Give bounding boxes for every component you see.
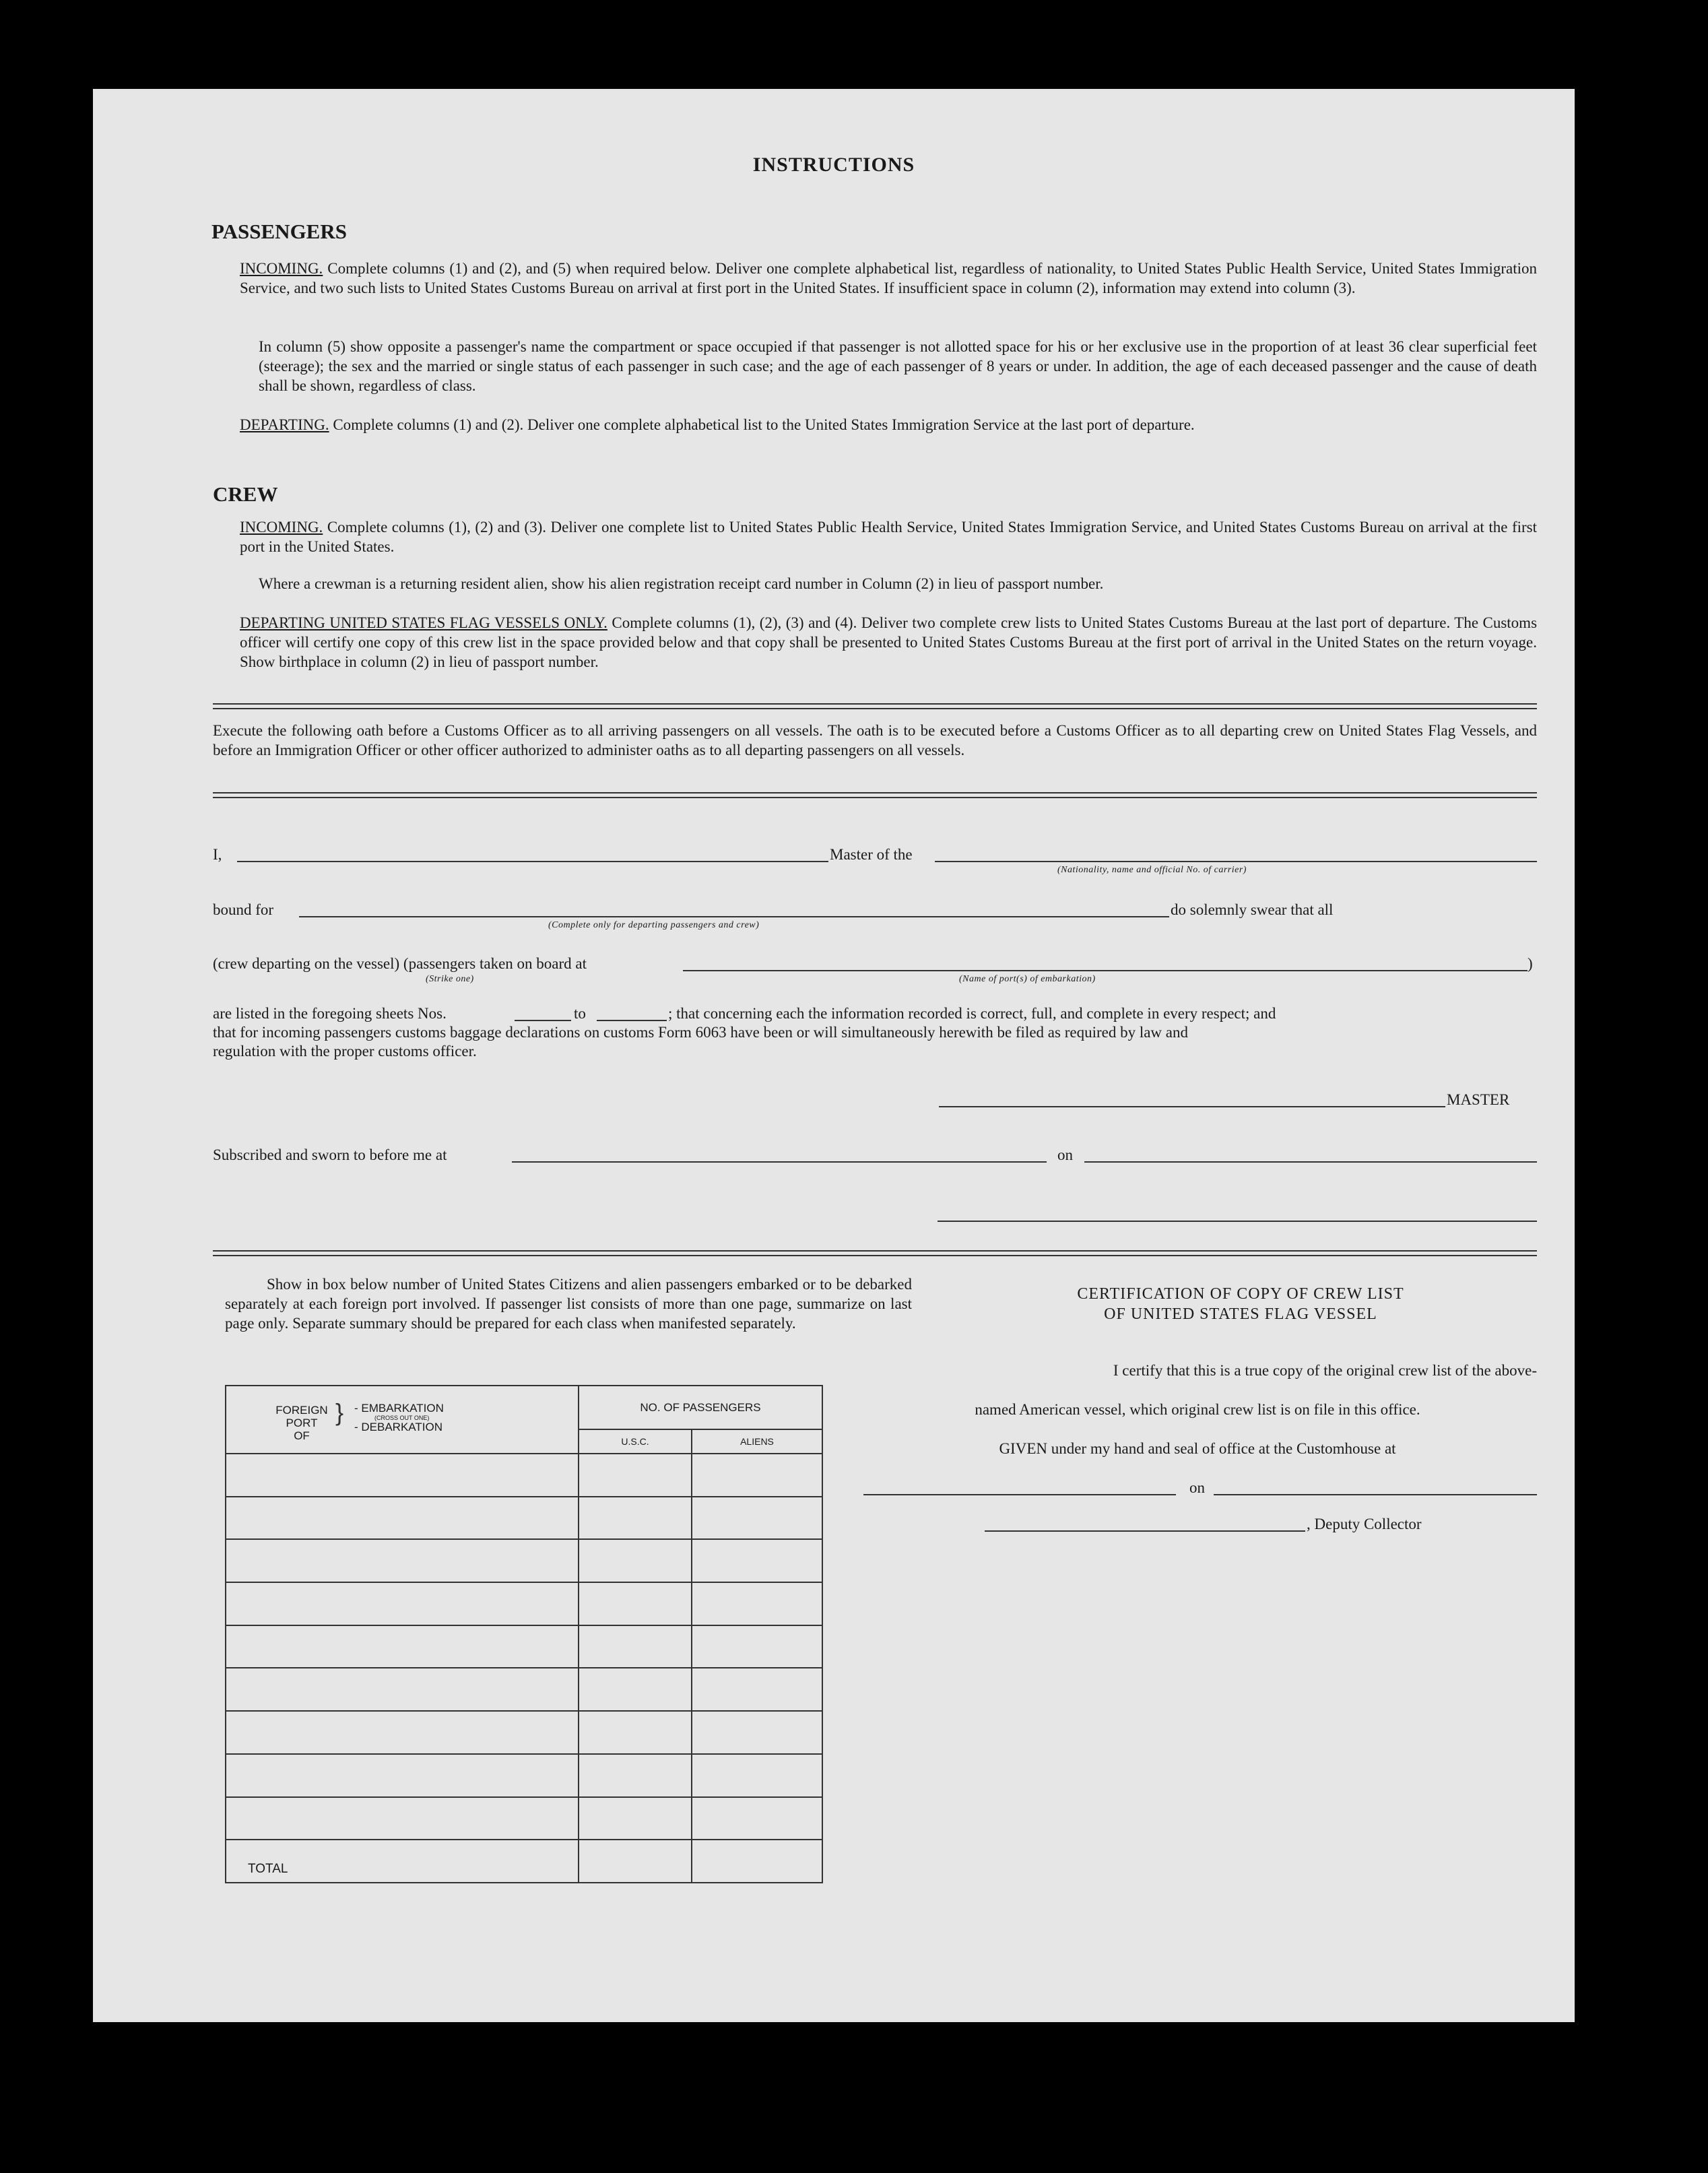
usc-cell[interactable] xyxy=(579,1454,692,1497)
usc-cell[interactable] xyxy=(579,1754,692,1797)
deputy-collector-label: , Deputy Collector xyxy=(1307,1516,1422,1532)
embarkation-port-hint: (Name of port(s) of embarkation) xyxy=(959,974,1096,984)
passengers-incoming-text: Complete columns (1) and (2), and (5) when required below. Deliver one complete alphabetical list, regardless of nationality, to United States Public Health Service, United States Immigration Service, and two such lists to United States Customs Bureau on arrival at first port in the United States. If insufficient space in column (2), information may extend into column (3). xyxy=(240,260,1538,296)
aliens-cell[interactable] xyxy=(692,1454,822,1497)
table-row xyxy=(226,1539,822,1582)
certification-on-label: on xyxy=(1189,1479,1205,1496)
usc-total-cell[interactable] xyxy=(579,1840,692,1883)
port-cell[interactable] xyxy=(226,1454,579,1497)
aliens-cell[interactable] xyxy=(692,1539,822,1582)
passengers-incoming xyxy=(240,259,1537,298)
passengers-heading: PASSENGERS xyxy=(211,220,347,243)
port-label: PORT xyxy=(286,1417,318,1429)
listed-text-2: ; that concerning each the information recorded is correct, full, and complete in every respect; and xyxy=(668,1005,1276,1022)
table-row xyxy=(226,1754,822,1797)
table-row xyxy=(226,1454,822,1497)
table-row xyxy=(226,1797,822,1840)
crew-departing-label: DEPARTING UNITED STATES FLAG VESSELS ONLY. xyxy=(240,614,607,631)
aliens-cell[interactable] xyxy=(692,1754,822,1797)
master-name-field[interactable] xyxy=(237,861,828,862)
port-cell[interactable] xyxy=(226,1582,579,1625)
usc-cell[interactable] xyxy=(579,1539,692,1582)
certification-line-1: I certify that this is a true copy of the original crew list of the above- xyxy=(1113,1362,1537,1379)
certification-title-line-2: OF UNITED STATES FLAG VESSEL xyxy=(1104,1305,1377,1323)
certification-date-field[interactable] xyxy=(1214,1494,1537,1495)
table-row xyxy=(226,1582,822,1625)
crew-departing-text: Complete columns (1), (2), (3) and (4). Deliver two complete crew lists to United States Customs Bureau at the last port of departure. The Customs officer will certify one copy of this crew list in the space provided below and that copy shall be presented to United States Customs Bureau at the first port of arrival in the United States on the return voyage. Show birthplace in column (2) in lieu of passport number. xyxy=(240,614,1538,670)
crew-resident: Where a crewman is a returning resident alien, show his alien registration receipt card number in Column (2) in lieu of passport number. xyxy=(259,575,1104,592)
of-label: OF xyxy=(294,1429,310,1442)
debarkation-label: - DEBARKATION xyxy=(354,1421,442,1433)
master-of-the-label: Master of the xyxy=(830,846,913,863)
certification-title-line-1: CERTIFICATION OF COPY OF CREW LIST xyxy=(1077,1285,1404,1303)
crew-incoming xyxy=(240,517,1537,556)
divider xyxy=(213,703,1537,709)
embarkation-label: - EMBARKATION xyxy=(354,1402,444,1415)
usc-header: U.S.C. xyxy=(579,1429,692,1454)
aliens-cell[interactable] xyxy=(692,1625,822,1668)
port-cell[interactable] xyxy=(226,1539,579,1582)
usc-cell[interactable] xyxy=(579,1668,692,1711)
page-title: INSTRUCTIONS xyxy=(752,154,915,176)
oath-i-label: I, xyxy=(213,846,222,863)
summary-instructions: Show in box below number of United States Citizens and alien passengers embarked or to be debarked separately at each foreign port involved. If passenger list consists of more than one page, summarize on last page only. Separate summary should be prepared for each class when manifested separately. xyxy=(225,1276,912,1332)
port-cell[interactable] xyxy=(226,1797,579,1840)
aliens-cell[interactable] xyxy=(692,1582,822,1625)
usc-cell[interactable] xyxy=(579,1582,692,1625)
aliens-total-cell[interactable] xyxy=(692,1840,822,1883)
sworn-date-field[interactable] xyxy=(1084,1161,1537,1163)
aliens-header: ALIENS xyxy=(692,1429,822,1454)
carrier-hint: (Nationality, name and official No. of carrier) xyxy=(1057,865,1247,875)
foreign-label: FOREIGN xyxy=(275,1404,328,1417)
passengers-departing-label: DEPARTING. xyxy=(240,416,329,433)
port-header-cell xyxy=(226,1386,579,1454)
destination-hint: (Complete only for departing passengers and crew) xyxy=(548,920,760,930)
port-cell[interactable] xyxy=(226,1625,579,1668)
certification-line-3: GIVEN under my hand and seal of office at the Customhouse at xyxy=(999,1440,1396,1457)
certification-title xyxy=(938,1284,1544,1324)
crew-incoming-label: INCOMING. xyxy=(240,519,323,536)
total-label: TOTAL xyxy=(226,1840,579,1883)
passengers-column5: In column (5) show opposite a passenger's name the compartment or space occupied if that passenger is not allotted space for his or her exclusive use in the proportion of at least 36 clear superficial feet (steerage); the sex and the married or single status of each passenger in such case; and the age of each passenger of 8 years or under. In addition, the age of each deceased passenger and the cause of death shall be shown, regardless of class. xyxy=(259,338,1537,394)
oath-intro: Execute the following oath before a Customs Officer as to all arriving passengers on all vessels. The oath is to be executed before a Customs Officer as to all departing crew on United States Flag Vessels, and before an Immigration Officer or other officer authorized to administer oaths as to all departing passengers on all vessels. xyxy=(213,722,1537,758)
customhouse-field[interactable] xyxy=(863,1494,1176,1495)
divider xyxy=(213,1250,1537,1256)
master-signature-field[interactable] xyxy=(939,1106,1445,1107)
swear-text: do solemnly swear that all xyxy=(1171,901,1334,918)
master-label: MASTER xyxy=(1447,1091,1510,1108)
crew-heading: CREW xyxy=(213,482,278,506)
bound-for-label: bound for xyxy=(213,901,274,918)
listed-to-label: to xyxy=(574,1005,586,1022)
strike-one-hint: (Strike one) xyxy=(426,974,474,984)
cross-out-label: (CROSS OUT ONE) xyxy=(374,1415,430,1421)
crew-departing xyxy=(240,613,1537,672)
close-paren: ) xyxy=(1528,955,1533,972)
aliens-cell[interactable] xyxy=(692,1711,822,1754)
port-cell[interactable] xyxy=(226,1668,579,1711)
port-cell[interactable] xyxy=(226,1711,579,1754)
port-cell[interactable] xyxy=(226,1754,579,1797)
table-row xyxy=(226,1668,822,1711)
crew-passengers-text: (crew departing on the vessel) (passengers taken on board at xyxy=(213,955,587,972)
crew-incoming-text: Complete columns (1), (2) and (3). Deliver one complete list to United States Public Health Service, United States Immigration Service, and United States Customs Bureau on arrival at the first port in the United States. xyxy=(240,519,1537,555)
passenger-summary-table xyxy=(225,1385,823,1883)
passengers-departing xyxy=(240,415,1537,434)
carrier-field[interactable] xyxy=(935,861,1537,862)
passengers-departing-text: Complete columns (1) and (2). Deliver one complete alphabetical list to the United States Immigration Service at the last port of departure. xyxy=(333,416,1195,433)
usc-cell[interactable] xyxy=(579,1497,692,1540)
usc-cell[interactable] xyxy=(579,1797,692,1840)
usc-cell[interactable] xyxy=(579,1625,692,1668)
deputy-collector-signature[interactable] xyxy=(985,1530,1305,1532)
officer-signature-field[interactable] xyxy=(938,1221,1537,1222)
aliens-cell[interactable] xyxy=(692,1797,822,1840)
listed-text-1: are listed in the foregoing sheets Nos. xyxy=(213,1005,447,1022)
table-row xyxy=(226,1497,822,1540)
table-row xyxy=(226,1625,822,1668)
divider xyxy=(213,792,1537,798)
sheet-from-field[interactable] xyxy=(515,1020,571,1021)
sworn-place-field[interactable] xyxy=(512,1161,1047,1163)
embarkation-port-field[interactable] xyxy=(683,970,1528,971)
usc-cell[interactable] xyxy=(579,1711,692,1754)
no-of-passengers-header: NO. OF PASSENGERS xyxy=(579,1386,822,1429)
aliens-cell[interactable] xyxy=(692,1668,822,1711)
port-cell[interactable] xyxy=(226,1497,579,1540)
table-row xyxy=(226,1711,822,1754)
certification-line-2: named American vessel, which original crew list is on file in this office. xyxy=(975,1401,1420,1418)
sheet-to-field[interactable] xyxy=(597,1020,667,1021)
passengers-incoming-label: INCOMING. xyxy=(240,260,323,277)
aliens-cell[interactable] xyxy=(692,1497,822,1540)
subscribed-label: Subscribed and sworn to before me at xyxy=(213,1146,447,1163)
destination-field[interactable] xyxy=(299,916,1169,917)
listed-text-4: regulation with the proper customs officer. xyxy=(213,1043,477,1060)
brace-icon: } xyxy=(335,1398,344,1426)
listed-text-3: that for incoming passengers customs baggage declarations on customs Form 6063 have been or will simultaneously herewith be filed as required by law and xyxy=(213,1024,1189,1041)
sworn-on-label: on xyxy=(1057,1146,1073,1163)
table-row-total xyxy=(226,1840,822,1883)
document-page xyxy=(93,89,1575,2022)
